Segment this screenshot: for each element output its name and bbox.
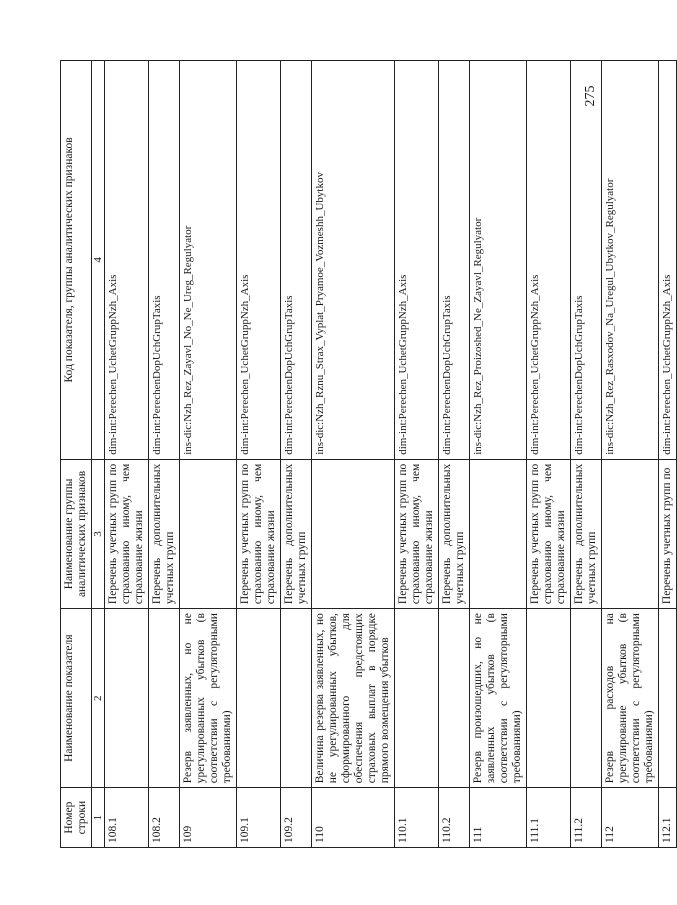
column-number: 1	[92, 788, 105, 848]
row-number-cell: 110.1	[395, 788, 439, 848]
indicator-name-cell: Резерв расходов на урегулирование убытков (в соответствии с регуляторными требованиями)	[602, 609, 659, 788]
indicator-name-cell	[105, 609, 149, 788]
header-row-number: Номер строки	[61, 788, 92, 848]
row-number-cell: 111	[470, 788, 527, 848]
table-row	[659, 61, 677, 848]
group-name-cell: Перечень дополнительных учетных групп	[281, 459, 312, 608]
table-row	[395, 61, 439, 848]
row-number-cell: 108.2	[149, 788, 180, 848]
table-row	[312, 61, 395, 848]
column-number: 2	[92, 609, 105, 788]
group-name-cell	[312, 459, 395, 608]
indicator-name-cell: Резерв произошедших, но не заявленных убытков (в соответствии с регуляторными требованиями)	[470, 609, 527, 788]
group-name-cell	[470, 459, 527, 608]
indicator-name-cell	[395, 609, 439, 788]
code-cell: dim-int:PerechenDopUchGrupTaxis	[281, 61, 312, 460]
code-cell: dim-int:Perechen_UchetGruppNzh_Axis	[527, 61, 571, 460]
header-indicator-name: Наименование показателя	[61, 609, 92, 788]
table-row	[571, 61, 602, 848]
row-number-cell: 111.1	[527, 788, 571, 848]
page-number: 275	[583, 85, 598, 107]
row-number-cell: 112.1	[659, 788, 677, 848]
code-cell: dim-int:Perechen_UchetGruppNzh_Axis	[105, 61, 149, 460]
header-row	[61, 61, 92, 848]
indicator-name-cell: Величина резерва заявленных, но не урегулированных убытков, сформированного для обеспечения предстоящих страховых выплат в порядке прямого возмещения убытков	[312, 609, 395, 788]
code-cell: ins-dic:Nzh_Rznu_Strax_Vyplat_Pryamoe_Vozmeshh_Ubytkov	[312, 61, 395, 460]
table-row	[602, 61, 659, 848]
table-row	[237, 61, 281, 848]
table-row	[180, 61, 237, 848]
code-cell: ins-dic:Nzh_Rez_Proizoshed_Ne_Zayavl_Regulyator	[470, 61, 527, 460]
row-number-cell: 110	[312, 788, 395, 848]
table-row	[281, 61, 312, 848]
row-number-cell: 109.2	[281, 788, 312, 848]
table-row	[105, 61, 149, 848]
group-name-cell	[602, 459, 659, 608]
code-cell: dim-int:PerechenDopUchGrupTaxis	[439, 61, 470, 460]
code-cell: ins-dic:Nzh_Rez_Rasxodov_Na_Uregul_Ubytkov_Regulyator	[602, 61, 659, 460]
row-number-cell: 108.1	[105, 788, 149, 848]
table-row	[527, 61, 571, 848]
row-number-cell: 109	[180, 788, 237, 848]
group-name-cell: Перечень дополнительных учетных групп	[439, 459, 470, 608]
group-name-cell: Перечень учетных групп по страхованию иному, чем страхование жизни	[237, 459, 281, 608]
indicator-name-cell	[659, 609, 677, 788]
row-number-cell: 111.2	[571, 788, 602, 848]
indicator-name-cell	[527, 609, 571, 788]
group-name-cell	[180, 459, 237, 608]
table-body	[105, 61, 677, 848]
row-number-cell: 110.2	[439, 788, 470, 848]
header-group-name: Наименование группы аналитических признаков	[61, 459, 92, 608]
code-cell: dim-int:PerechenDopUchGrupTaxis	[571, 61, 602, 460]
code-cell: dim-int:Perechen_UchetGruppNzh_Axis	[395, 61, 439, 460]
code-cell: dim-int:Perechen_UchetGruppNzh_Axis	[237, 61, 281, 460]
code-cell: dim-int:PerechenDopUchGrupTaxis	[149, 61, 180, 460]
column-numbers-row	[92, 61, 105, 848]
table-row	[149, 61, 180, 848]
indicator-table	[60, 60, 677, 848]
indicator-name-cell	[237, 609, 281, 788]
table-row	[439, 61, 470, 848]
indicator-name-cell	[439, 609, 470, 788]
table-row	[470, 61, 527, 848]
indicator-name-cell	[281, 609, 312, 788]
group-name-cell: Перечень дополнительных учетных групп	[571, 459, 602, 608]
row-number-cell: 112	[602, 788, 659, 848]
column-number: 4	[92, 61, 105, 460]
group-name-cell: Перечень учетных групп по	[659, 459, 677, 608]
header-code: Код показателя, группы аналитических признаков	[61, 61, 92, 460]
code-cell: dim-int:Perechen_UchetGruppNzh_Axis	[659, 61, 677, 460]
group-name-cell: Перечень учетных групп по страхованию иному, чем страхование жизни	[527, 459, 571, 608]
group-name-cell: Перечень учетных групп по страхованию иному, чем страхование жизни	[395, 459, 439, 608]
indicator-name-cell	[571, 609, 602, 788]
column-number: 3	[92, 459, 105, 608]
code-cell: ins-dic:Nzh_Rez_Zayavl_No_Ne_Ureg_Regulyator	[180, 61, 237, 460]
indicator-name-cell: Резерв заявленных, но не урегулированных убытков (в соответствии с регуляторными требованиями)	[180, 609, 237, 788]
row-number-cell: 109.1	[237, 788, 281, 848]
group-name-cell: Перечень дополнительных учетных групп	[149, 459, 180, 608]
group-name-cell: Перечень учетных групп по страхованию иному, чем страхование жизни	[105, 459, 149, 608]
indicator-name-cell	[149, 609, 180, 788]
